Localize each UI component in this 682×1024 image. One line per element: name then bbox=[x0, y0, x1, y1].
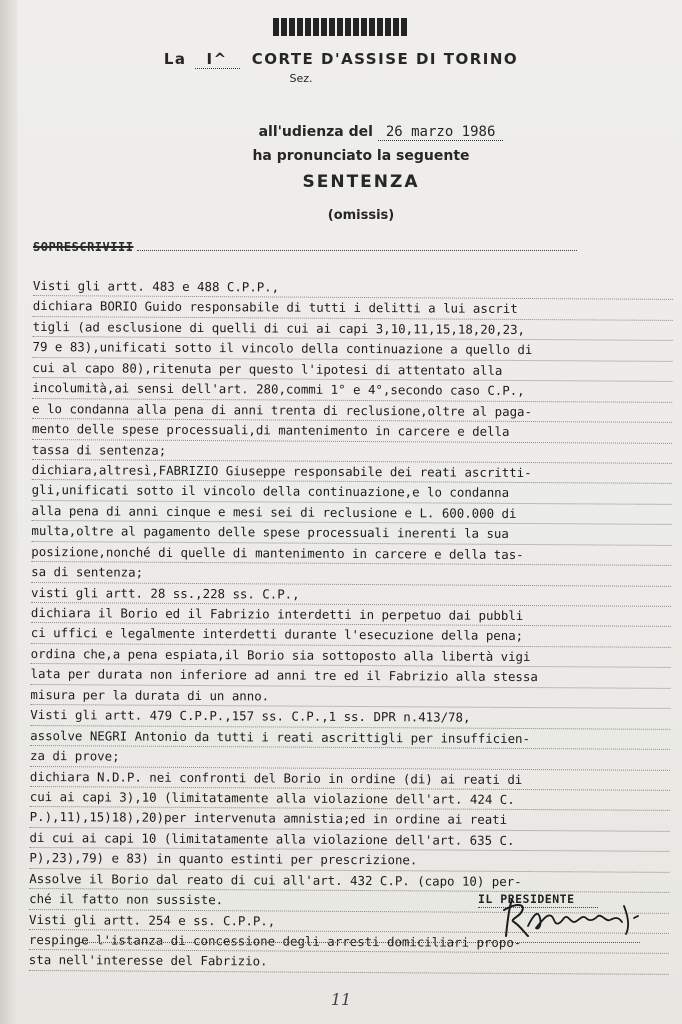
verdict-line: assolve NEGRI Antonio da tutti i reati ascrittigli per insufficien- bbox=[30, 726, 670, 750]
court-name: CORTE D'ASSISE DI TORINO bbox=[251, 50, 519, 68]
verdict-line: Visti gli artt. 479 C.P.P.,157 ss. C.P.,1 ss. DPR n.413/78, bbox=[30, 705, 670, 729]
verdict-line: P),23),79) e 83) in quanto estinti per prescrizione. bbox=[29, 848, 669, 872]
verdict-line: ordina che,a pena espiata,il Borio sia sottoposto alla libertà vigi bbox=[31, 644, 671, 668]
verdict-line: za di prove; bbox=[30, 746, 670, 770]
court-article: La bbox=[163, 50, 187, 68]
hearing-date: 26 marzo 1986 bbox=[378, 124, 504, 141]
verdict-line: ci uffici e legalmente interdetti durante l'esecuzione della pena; bbox=[31, 623, 671, 647]
verdict-line: ché il fatto non sussiste. bbox=[29, 889, 669, 913]
pronounced-line: ha pronunciato la seguente bbox=[252, 148, 470, 164]
hearing-line bbox=[40, 124, 682, 140]
court-ordinal: I^ bbox=[195, 50, 240, 69]
page-edge-shadow bbox=[0, 0, 18, 1024]
hearing-label: all'udienza del bbox=[258, 124, 373, 140]
verdict-line: Assolve il Borio dal reato di cui all'art. 432 C.P. (capo 10) per- bbox=[29, 869, 669, 893]
verdict-line: tassa di sentenza; bbox=[32, 439, 672, 463]
president-label: IL PRESIDENTE bbox=[478, 892, 575, 906]
verdict-line: dichiara,altresì,FABRIZIO Giuseppe responsabile dei reati ascritti- bbox=[32, 460, 672, 484]
verdict-line: P.),11),15)18),20)per intervenuta amnistia;ed in ordine ai reati bbox=[30, 807, 670, 831]
president-signature bbox=[498, 896, 648, 942]
struck-heading-text bbox=[273, 18, 409, 36]
verdict-line: multa,oltre al pagamento delle spese processuali inerenti la sua bbox=[31, 521, 671, 545]
verdict-line: visti gli artt. 28 ss.,228 ss. C.P., bbox=[31, 583, 671, 607]
verdict-line: Visti gli artt. 254 e ss. C.P.P., bbox=[29, 910, 669, 934]
verdict-line: gli,unificati sotto il vincolo della continuazione,e lo condanna bbox=[32, 480, 672, 504]
struck-label-line bbox=[33, 240, 577, 254]
struck-heading bbox=[0, 18, 682, 36]
verdict-line: dichiara il Borio ed il Fabrizio interdetti in perpetuo dai pubbli bbox=[31, 603, 671, 627]
sentence-title: SENTENZA bbox=[302, 172, 420, 192]
omissis-label: (omissis) bbox=[327, 208, 395, 223]
page-number: 11 bbox=[330, 990, 352, 1009]
verdict-line: mento delle spese processuali,di mantenimento in carcere e della bbox=[32, 419, 672, 443]
verdict-body bbox=[29, 276, 673, 975]
verdict-line: dichiara N.D.P. nei confronti del Borio in ordine (di) ai reati di bbox=[30, 766, 670, 790]
verdict-line: Visti gli artt. 483 e 488 C.P.P., bbox=[33, 276, 673, 300]
verdict-line: respinge l'istanza di concessione degli arresti domiciliari propo- bbox=[29, 930, 669, 954]
verdict-line: sta nell'interesse del Fabrizio. bbox=[29, 950, 669, 974]
dotted-rule bbox=[137, 250, 577, 251]
verdict-line: posizione,nonché di quelle di mantenimento in carcere e della tas- bbox=[31, 542, 671, 566]
verdict-line: dichiara BORIO Guido responsabile di tutti i delitti a lui ascrit bbox=[33, 296, 673, 320]
struck-label-text: SOPRESCRIVIII bbox=[33, 240, 134, 254]
verdict-line: 79 e 83),unificati sotto il vincolo della continuazione a quello di bbox=[33, 337, 673, 361]
verdict-line: alla pena di anni cinque e mesi sei di reclusione e L. 600.000 di bbox=[32, 501, 672, 525]
verdict-line: cui ai capi 3),10 (limitatamente alla violazione dell'art. 424 C. bbox=[30, 787, 670, 811]
court-heading bbox=[0, 50, 682, 68]
section-label: Sez. bbox=[289, 72, 313, 85]
verdict-line: e lo condanna alla pena di anni trenta di reclusione,oltre al paga- bbox=[32, 399, 672, 423]
verdict-line: tigli (ad esclusione di quelli di cui ai capi 3,10,11,15,18,20,23, bbox=[33, 317, 673, 341]
verdict-line: sa di sentenza; bbox=[31, 562, 671, 586]
bottom-dotted-rule bbox=[80, 942, 640, 943]
verdict-line: incolumità,ai sensi dell'art. 280,commi 1° e 4°,secondo caso C.P., bbox=[32, 378, 672, 402]
verdict-line: di cui ai capi 10 (limitatamente alla violazione dell'art. 635 C. bbox=[30, 828, 670, 852]
verdict-line: lata per durata non inferiore ad anni tre ed il Fabrizio alla stessa bbox=[31, 664, 671, 688]
verdict-line: cui al capo 80),ritenuta per questo l'ipotesi di attentato alla bbox=[32, 358, 672, 382]
verdict-line: misura per la durata di un anno. bbox=[30, 685, 670, 709]
